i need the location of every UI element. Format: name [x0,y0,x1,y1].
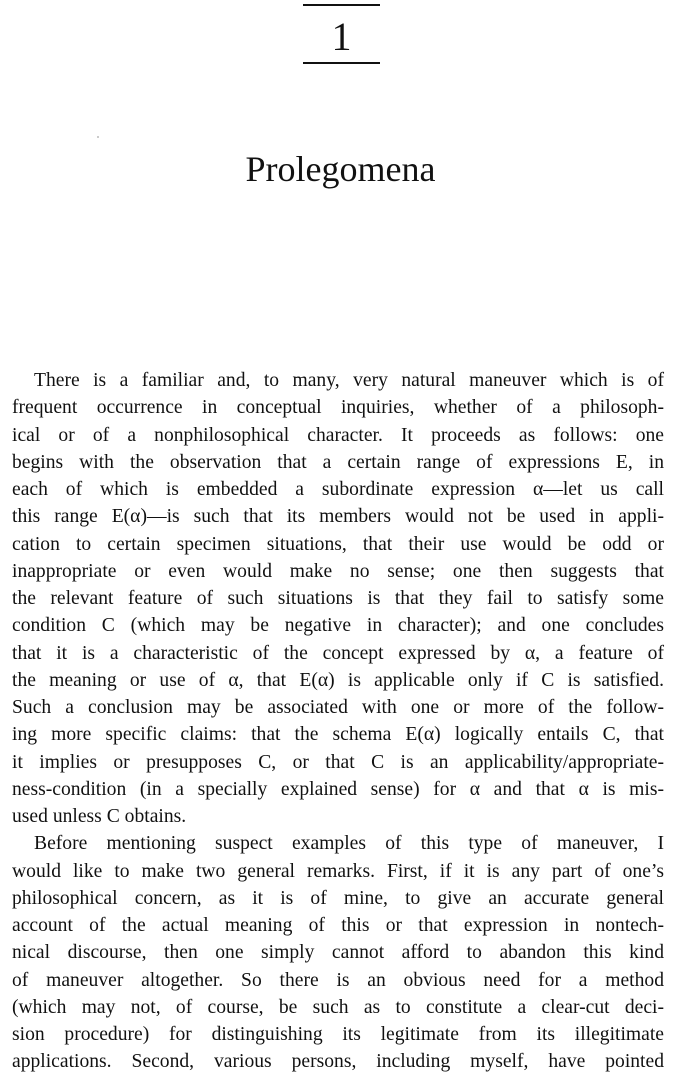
paragraph-1-line: ing more specific claims: that the schema E(α) logically entails C, that [12,724,664,746]
paragraph-2-line: (which may not, of course, be such as to constitute a clear-cut deci- [12,996,664,1018]
chapter-rule-top [303,4,380,6]
paragraph-1-line: each of which is embedded a subordinate expression α—let us call [12,479,664,500]
paper-speck [97,136,99,138]
paragraph-1-line: Such a conclusion may be associated with one or more of the follow- [12,697,664,718]
paragraph-1-line: the meaning or use of α, that E(α) is applicable only if C is satisfied. [12,669,664,691]
paragraph-2-line: philosophical concern, as it is of mine, to give an accurate general [12,887,664,909]
paragraph-1-line: inappropriate or even would make no sense; one then suggests that [12,560,664,582]
paragraph-2-line: applications. Second, various persons, including myself, have pointed [12,1051,664,1073]
paragraph-2-line: Before mentioning suspect examples of this type of maneuver, I [34,833,664,855]
paragraph-1-line: cation to certain specimen situations, that their use would be odd or [12,533,664,555]
paragraph-1-line: ness-condition (in a specially explained sense) for α and that α is mis- [12,778,664,800]
paragraph-1-line: the relevant feature of such situations is that they fail to satisfy some [12,588,664,609]
paragraph-2-line: sion procedure) for distinguishing its legitimate from its illegitimate [12,1024,664,1045]
paragraph-1-line: that it is a characteristic of the concept expressed by α, a feature of [12,642,664,664]
paragraph-1-line: this range E(α)—is such that its members would not be used in appli- [12,506,664,528]
paragraph-2-line: would like to make two general remarks. First, if it is any part of one’s [12,860,664,882]
paragraph-2-line: account of the actual meaning of this or that expression in nontech- [12,915,664,936]
paragraph-2-line: nical discourse, then one simply cannot afford to abandon this kind [12,942,664,964]
paragraph-1-line: it implies or presupposes C, or that C is an applicability/appropriate- [12,751,664,773]
paragraph-2-line: of maneuver altogether. So there is an obvious need for a method [12,969,664,991]
paragraph-1-line: used unless C obtains. [12,806,187,827]
chapter-number: 1 [331,14,352,59]
paragraph-1-line: condition C (which may be negative in character); and one concludes [12,615,664,637]
body-text [12,367,664,1076]
chapter-title: Prolegomena [245,149,436,189]
paragraph-1-line: ical or of a nonphilosophical character. It proceeds as follows: one [12,424,664,446]
paragraph-1-line: frequent occurrence in conceptual inquiries, whether of a philosoph- [12,397,664,419]
chapter-rule-bottom [303,62,380,64]
paragraph-1-line: begins with the observation that a certain range of expressions E, in [12,451,664,473]
paragraph-1-line: There is a familiar and, to many, very natural maneuver which is of [34,370,664,391]
